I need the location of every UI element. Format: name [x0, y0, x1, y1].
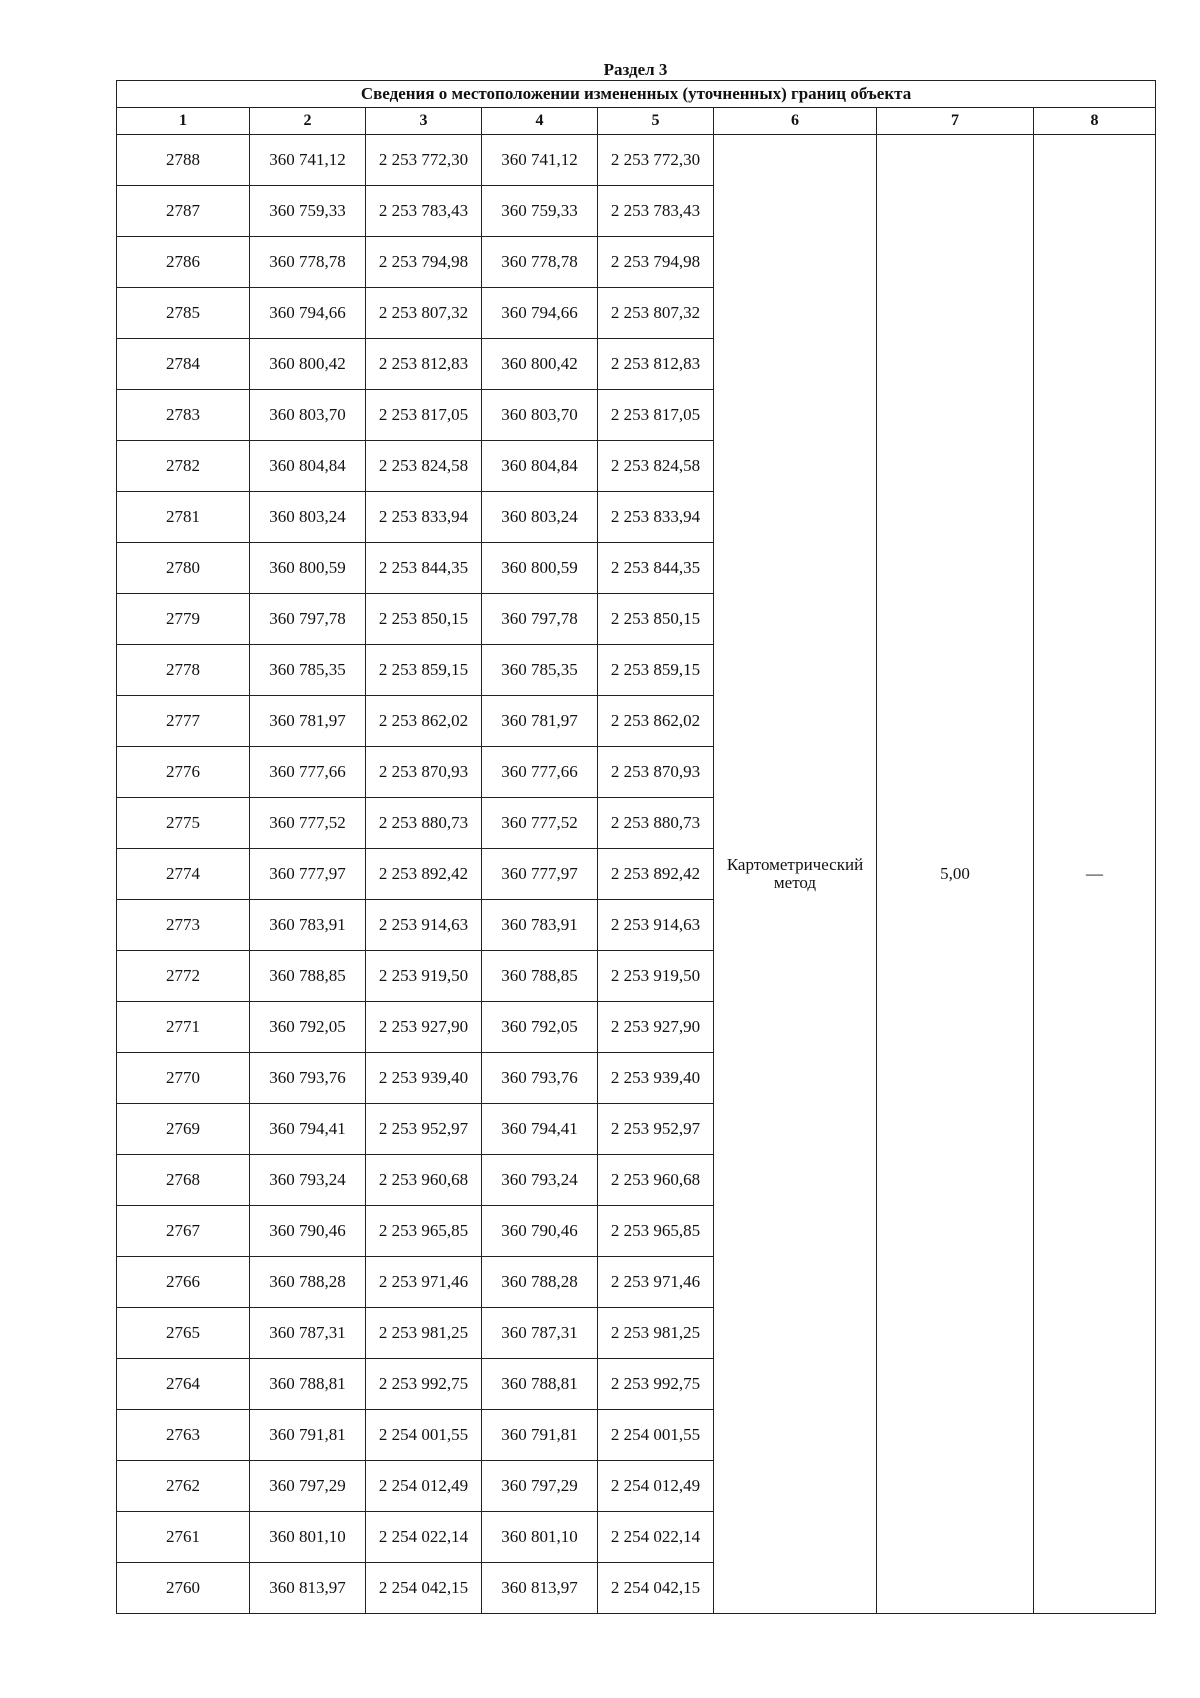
y-old-cell: 2 253 952,97: [366, 1104, 482, 1155]
x-old-cell: 360 790,46: [250, 1206, 366, 1257]
accuracy-cell: 5,00: [877, 135, 1034, 1614]
column-number-2: 2: [250, 108, 366, 135]
y-old-cell: 2 253 817,05: [366, 390, 482, 441]
x-old-cell: 360 781,97: [250, 696, 366, 747]
x-old-cell: 360 791,81: [250, 1410, 366, 1461]
y-old-cell: 2 253 772,30: [366, 135, 482, 186]
y-old-cell: 2 253 965,85: [366, 1206, 482, 1257]
point-number-cell: 2770: [117, 1053, 250, 1104]
point-number-cell: 2782: [117, 441, 250, 492]
y-new-cell: 2 253 927,90: [598, 1002, 714, 1053]
x-old-cell: 360 783,91: [250, 900, 366, 951]
point-number-cell: 2769: [117, 1104, 250, 1155]
point-number-cell: 2766: [117, 1257, 250, 1308]
y-new-cell: 2 254 001,55: [598, 1410, 714, 1461]
y-new-cell: 2 253 880,73: [598, 798, 714, 849]
y-new-cell: 2 253 952,97: [598, 1104, 714, 1155]
x-new-cell: 360 785,35: [482, 645, 598, 696]
y-new-cell: 2 254 022,14: [598, 1512, 714, 1563]
x-old-cell: 360 797,29: [250, 1461, 366, 1512]
table-body: [117, 135, 1156, 1614]
x-old-cell: 360 777,52: [250, 798, 366, 849]
y-new-cell: 2 253 824,58: [598, 441, 714, 492]
x-new-cell: 360 787,31: [482, 1308, 598, 1359]
method-text: Картометрический метод: [726, 855, 864, 892]
point-number-cell: 2771: [117, 1002, 250, 1053]
x-new-cell: 360 793,76: [482, 1053, 598, 1104]
y-new-cell: 2 254 012,49: [598, 1461, 714, 1512]
y-new-cell: 2 253 960,68: [598, 1155, 714, 1206]
x-new-cell: 360 777,52: [482, 798, 598, 849]
column-number-5: 5: [598, 108, 714, 135]
x-old-cell: 360 800,42: [250, 339, 366, 390]
point-number-cell: 2777: [117, 696, 250, 747]
point-number-cell: 2760: [117, 1563, 250, 1614]
point-number-cell: 2767: [117, 1206, 250, 1257]
x-new-cell: 360 790,46: [482, 1206, 598, 1257]
y-old-cell: 2 253 833,94: [366, 492, 482, 543]
x-new-cell: 360 741,12: [482, 135, 598, 186]
x-new-cell: 360 777,66: [482, 747, 598, 798]
x-new-cell: 360 788,28: [482, 1257, 598, 1308]
y-old-cell: 2 253 927,90: [366, 1002, 482, 1053]
x-old-cell: 360 793,24: [250, 1155, 366, 1206]
y-new-cell: 2 253 939,40: [598, 1053, 714, 1104]
y-new-cell: 2 253 833,94: [598, 492, 714, 543]
column-number-7: 7: [877, 108, 1034, 135]
column-8-cell: —: [1034, 135, 1156, 1614]
x-old-cell: 360 778,78: [250, 237, 366, 288]
y-new-cell: 2 253 817,05: [598, 390, 714, 441]
x-new-cell: 360 797,29: [482, 1461, 598, 1512]
x-new-cell: 360 759,33: [482, 186, 598, 237]
y-new-cell: 2 253 892,42: [598, 849, 714, 900]
point-number-cell: 2763: [117, 1410, 250, 1461]
y-old-cell: 2 253 850,15: [366, 594, 482, 645]
x-old-cell: 360 797,78: [250, 594, 366, 645]
y-old-cell: 2 254 001,55: [366, 1410, 482, 1461]
x-old-cell: 360 793,76: [250, 1053, 366, 1104]
y-new-cell: 2 253 870,93: [598, 747, 714, 798]
x-old-cell: 360 787,31: [250, 1308, 366, 1359]
x-new-cell: 360 800,42: [482, 339, 598, 390]
y-new-cell: 2 253 971,46: [598, 1257, 714, 1308]
column-number-4: 4: [482, 108, 598, 135]
y-old-cell: 2 253 939,40: [366, 1053, 482, 1104]
point-number-cell: 2764: [117, 1359, 250, 1410]
column-number-8: 8: [1034, 108, 1156, 135]
point-number-cell: 2781: [117, 492, 250, 543]
x-old-cell: 360 803,70: [250, 390, 366, 441]
y-new-cell: 2 253 812,83: [598, 339, 714, 390]
y-new-cell: 2 253 794,98: [598, 237, 714, 288]
point-number-cell: 2780: [117, 543, 250, 594]
y-new-cell: 2 253 992,75: [598, 1359, 714, 1410]
x-old-cell: 360 794,66: [250, 288, 366, 339]
x-new-cell: 360 783,91: [482, 900, 598, 951]
column-number-1: 1: [117, 108, 250, 135]
y-new-cell: 2 253 919,50: [598, 951, 714, 1002]
x-new-cell: 360 788,85: [482, 951, 598, 1002]
x-old-cell: 360 801,10: [250, 1512, 366, 1563]
y-old-cell: 2 253 870,93: [366, 747, 482, 798]
point-number-cell: 2762: [117, 1461, 250, 1512]
y-new-cell: 2 253 783,43: [598, 186, 714, 237]
point-number-cell: 2787: [117, 186, 250, 237]
x-old-cell: 360 788,85: [250, 951, 366, 1002]
x-old-cell: 360 788,81: [250, 1359, 366, 1410]
y-new-cell: 2 253 850,15: [598, 594, 714, 645]
x-new-cell: 360 792,05: [482, 1002, 598, 1053]
x-new-cell: 360 797,78: [482, 594, 598, 645]
y-new-cell: 2 253 772,30: [598, 135, 714, 186]
y-old-cell: 2 253 824,58: [366, 441, 482, 492]
x-new-cell: 360 801,10: [482, 1512, 598, 1563]
point-number-cell: 2775: [117, 798, 250, 849]
point-number-cell: 2786: [117, 237, 250, 288]
x-new-cell: 360 791,81: [482, 1410, 598, 1461]
x-new-cell: 360 788,81: [482, 1359, 598, 1410]
y-new-cell: 2 253 965,85: [598, 1206, 714, 1257]
x-old-cell: 360 788,28: [250, 1257, 366, 1308]
point-number-cell: 2773: [117, 900, 250, 951]
x-new-cell: 360 793,24: [482, 1155, 598, 1206]
x-new-cell: 360 803,24: [482, 492, 598, 543]
x-new-cell: 360 800,59: [482, 543, 598, 594]
y-new-cell: 2 253 981,25: [598, 1308, 714, 1359]
boundary-coordinates-table: [116, 80, 1156, 1614]
x-new-cell: 360 794,41: [482, 1104, 598, 1155]
point-number-cell: 2776: [117, 747, 250, 798]
x-new-cell: 360 778,78: [482, 237, 598, 288]
x-new-cell: 360 777,97: [482, 849, 598, 900]
y-old-cell: 2 253 892,42: [366, 849, 482, 900]
x-old-cell: 360 813,97: [250, 1563, 366, 1614]
y-old-cell: 2 253 919,50: [366, 951, 482, 1002]
y-old-cell: 2 254 022,14: [366, 1512, 482, 1563]
point-number-cell: 2788: [117, 135, 250, 186]
y-old-cell: 2 253 812,83: [366, 339, 482, 390]
point-number-cell: 2783: [117, 390, 250, 441]
y-old-cell: 2 253 981,25: [366, 1308, 482, 1359]
point-number-cell: 2778: [117, 645, 250, 696]
point-number-cell: 2774: [117, 849, 250, 900]
y-old-cell: 2 253 807,32: [366, 288, 482, 339]
x-new-cell: 360 804,84: [482, 441, 598, 492]
y-old-cell: 2 253 992,75: [366, 1359, 482, 1410]
x-old-cell: 360 777,97: [250, 849, 366, 900]
y-new-cell: 2 253 844,35: [598, 543, 714, 594]
y-old-cell: 2 253 880,73: [366, 798, 482, 849]
table-row: [117, 135, 1156, 186]
x-old-cell: 360 803,24: [250, 492, 366, 543]
y-new-cell: 2 253 859,15: [598, 645, 714, 696]
x-old-cell: 360 792,05: [250, 1002, 366, 1053]
point-number-cell: 2784: [117, 339, 250, 390]
point-number-cell: 2768: [117, 1155, 250, 1206]
y-old-cell: 2 254 042,15: [366, 1563, 482, 1614]
y-old-cell: 2 253 794,98: [366, 237, 482, 288]
column-number-6: 6: [714, 108, 877, 135]
point-number-cell: 2772: [117, 951, 250, 1002]
point-number-cell: 2765: [117, 1308, 250, 1359]
point-number-cell: 2761: [117, 1512, 250, 1563]
x-old-cell: 360 800,59: [250, 543, 366, 594]
y-old-cell: 2 253 862,02: [366, 696, 482, 747]
section-title: Раздел 3: [603, 60, 668, 79]
x-old-cell: 360 794,41: [250, 1104, 366, 1155]
y-old-cell: 2 253 859,15: [366, 645, 482, 696]
x-new-cell: 360 781,97: [482, 696, 598, 747]
x-new-cell: 360 813,97: [482, 1563, 598, 1614]
y-old-cell: 2 253 914,63: [366, 900, 482, 951]
point-number-cell: 2785: [117, 288, 250, 339]
x-new-cell: 360 803,70: [482, 390, 598, 441]
point-number-cell: 2779: [117, 594, 250, 645]
x-old-cell: 360 785,35: [250, 645, 366, 696]
table-caption: Сведения о местоположении измененных (уточненных) границ объекта: [117, 81, 1156, 108]
y-new-cell: 2 253 807,32: [598, 288, 714, 339]
column-number-3: 3: [366, 108, 482, 135]
y-new-cell: 2 254 042,15: [598, 1563, 714, 1614]
y-old-cell: 2 253 971,46: [366, 1257, 482, 1308]
x-new-cell: 360 794,66: [482, 288, 598, 339]
x-old-cell: 360 741,12: [250, 135, 366, 186]
y-old-cell: 2 253 783,43: [366, 186, 482, 237]
x-old-cell: 360 777,66: [250, 747, 366, 798]
y-old-cell: 2 254 012,49: [366, 1461, 482, 1512]
x-old-cell: 360 759,33: [250, 186, 366, 237]
y-old-cell: 2 253 844,35: [366, 543, 482, 594]
y-old-cell: 2 253 960,68: [366, 1155, 482, 1206]
y-new-cell: 2 253 914,63: [598, 900, 714, 951]
x-old-cell: 360 804,84: [250, 441, 366, 492]
method-cell: [714, 135, 877, 1614]
y-new-cell: 2 253 862,02: [598, 696, 714, 747]
